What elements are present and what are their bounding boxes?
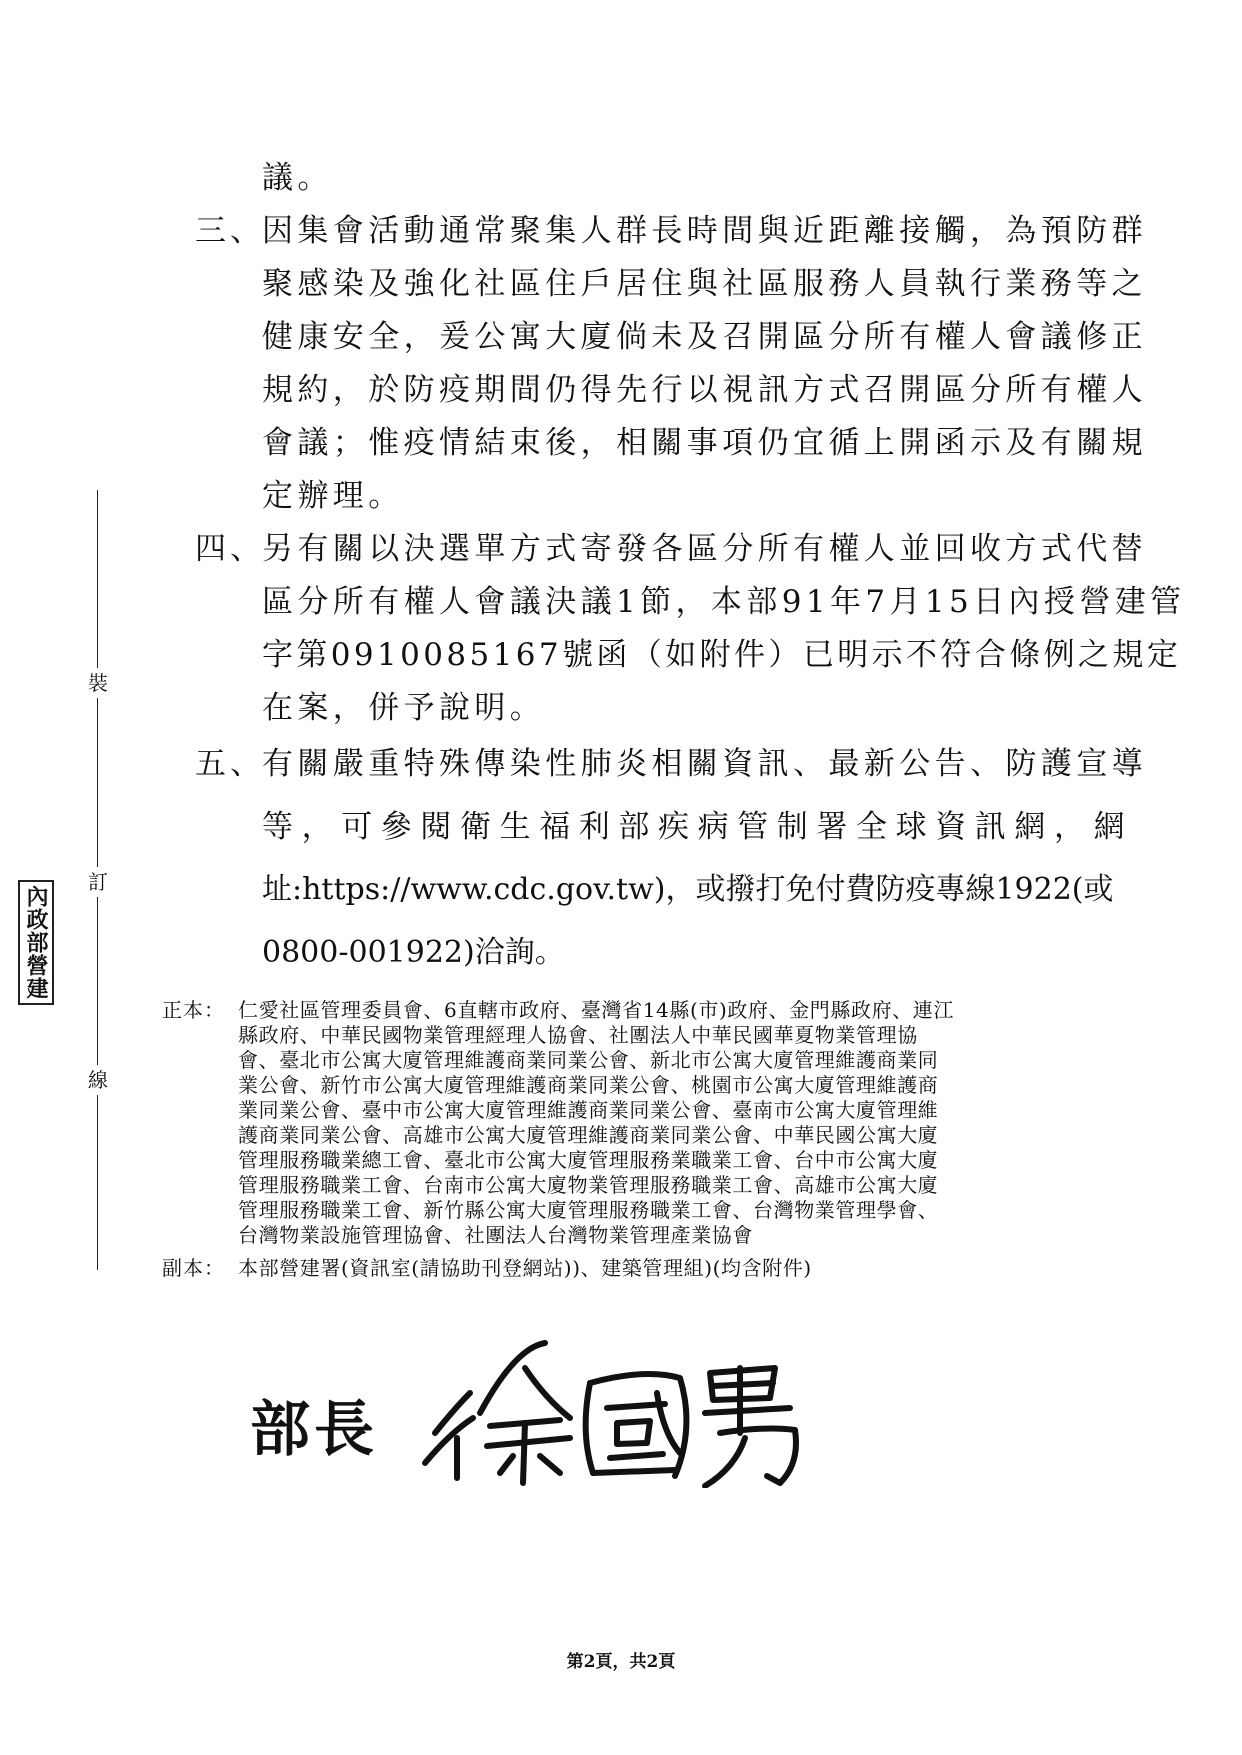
page-number: 第2頁，共2頁 xyxy=(566,1652,676,1672)
binding-mark-xian: 線 xyxy=(85,1065,111,1095)
item-number-3: 三、 xyxy=(195,213,265,249)
minister-title: 部長 xyxy=(250,1395,378,1465)
main-recipients-line: 縣政府、中華民國物業管理經理人協會、社團法人中華民國華夏物業管理協 xyxy=(238,1023,918,1047)
main-recipients-line: 業公會、新竹市公寓大廈管理維護商業同業公會、桃園市公寓大廈管理維護商 xyxy=(238,1073,939,1097)
body-line: 字第0910085167號函（如附件）已明示不符合條例之規定 xyxy=(262,637,1182,673)
copy-recipients-label: 副本： xyxy=(162,1256,225,1280)
body-line: 健康安全，爰公寓大廈倘未及召開區分所有權人會議修正 xyxy=(262,319,1147,355)
copy-recipients: 本部營建署(資訊室(請協助刊登網站))、建築管理組)(均含附件) xyxy=(238,1256,812,1280)
body-line: 另有關以決選單方式寄發各區分所有權人並回收方式代替 xyxy=(262,531,1147,567)
binding-mark-ding: 訂 xyxy=(85,867,111,897)
main-recipients-line: 會、臺北市公寓大廈管理維護商業同業公會、新北市公寓大廈管理維護商業同 xyxy=(238,1048,939,1072)
binding-mark-zhuang: 裝 xyxy=(85,668,111,698)
main-recipients-line: 管理服務職業總工會、臺北市公寓大廈管理服務業職業工會、台中市公寓大廈 xyxy=(238,1148,939,1172)
main-recipients-line: 護商業同業公會、高雄市公寓大廈管理維護商業同業公會、中華民國公寓大廈 xyxy=(238,1123,939,1147)
body-line: 區分所有權人會議決議1節，本部91年7月15日內授營建管 xyxy=(262,584,1186,620)
main-recipients-line: 管理服務職業工會、台南市公寓大廈物業管理服務職業工會、高雄市公寓大廈 xyxy=(238,1173,939,1197)
body-line: 聚感染及強化社區住戶居住與社區服務人員執行業務等之 xyxy=(262,266,1147,302)
body-line: 等，可參閱衛生福利部疾病管制署全球資訊網，網 xyxy=(262,809,1134,845)
body-line: 0800-001922)洽詢。 xyxy=(262,935,565,970)
body-line: 有關嚴重特殊傳染性肺炎相關資訊、最新公告、防護宣導 xyxy=(262,746,1147,782)
body-line: 址:https://www.cdc.gov.tw)，或撥打免付費防疫專線1922(或 xyxy=(262,872,1114,907)
body-line: 議。 xyxy=(262,160,333,196)
main-recipients-line: 台灣物業設施管理協會、社團法人台灣物業管理產業協會 xyxy=(238,1223,753,1247)
main-recipients-label: 正本： xyxy=(162,998,225,1022)
minister-signature xyxy=(395,1338,815,1488)
item-number-4: 四、 xyxy=(195,531,265,567)
body-line: 定辦理。 xyxy=(262,478,404,514)
main-recipients-line: 管理服務職業工會、新竹縣公寓大廈管理服務職業工會、台灣物業管理學會、 xyxy=(238,1198,939,1222)
main-recipients-line: 仁愛社區管理委員會、6直轄市政府、臺灣省14縣(市)政府、金門縣政府、連江 xyxy=(238,998,954,1022)
item-number-5: 五、 xyxy=(195,746,265,782)
main-recipients-line: 業同業公會、臺中市公寓大廈管理維護商業同業公會、臺南市公寓大廈管理維 xyxy=(238,1098,939,1122)
body-line: 因集會活動通常聚集人群長時間與近距離接觸，為預防群 xyxy=(262,213,1147,249)
minister-signature-text: 徐國勇 xyxy=(395,1338,398,1339)
body-line: 規約，於防疫期間仍得先行以視訊方式召開區分所有權人 xyxy=(262,372,1147,408)
receipt-stamp: 內政部營建 xyxy=(18,880,54,1005)
body-line: 在案，併予說明。 xyxy=(262,690,546,726)
body-line: 會議；惟疫情結束後，相關事項仍宜循上開函示及有關規 xyxy=(262,425,1147,461)
